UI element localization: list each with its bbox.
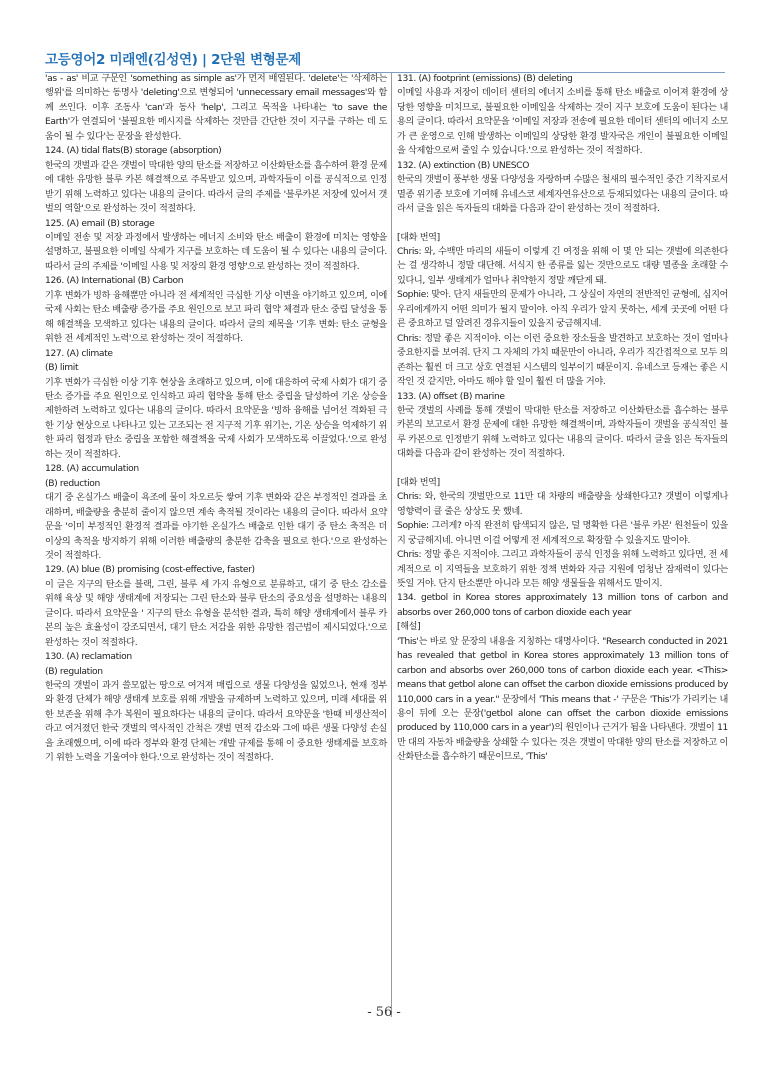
- column-divider: [391, 72, 392, 1017]
- explanation-paragraph: 'as - as' 비교 구문인 'something as simple as'가 먼저 배열된다. 'delete'는 '삭제하는 행위'를 의미하는 동명사 'deleting'으로 변형되어 'unnecessary email messages'와 함께 쓰인다. 이후 조동사 'can'과 동사 'help', 그리고 목적을 나타내는 'to save the Earth'가 연결되어 '불필요한 메시지를 삭제하는 것만큼 간단한 것이 지구를 구하는 데 도움이 될 수 있다'는 문장을 완성한다.: [45, 74, 387, 142]
- answer-line: 132. (A) extinction (B) UNESCO: [397, 160, 530, 171]
- document-title: 고등영어2 미래엔(김성연) | 2단원 변형문제: [45, 52, 302, 68]
- explanation-paragraph: 대기 중 온실가스 배출이 욕조에 물이 차오르듯 쌓여 기후 변화와 같은 부정적인 결과를 초래하며, 배출량을 충분히 줄이지 않으면 계속 축적될 것이라는 내용의 글이다. 따라서 요약문을 '이미 부정적인 환경적 결과를 야기한 온실가스 배출로 인한 대기 중 탄소 축적은 더 이상의 축적을 방지하기 위해 이러한 배출량의 충분한 감축을 필요로 한다.'으로 완성하는 것이 적절하다.: [45, 493, 387, 561]
- answer-line: 126. (A) International (B) Carbon: [45, 276, 184, 287]
- answer-line: 129. (A) blue (B) promising (cost-effective, faster): [45, 565, 255, 576]
- answer-line: 124. (A) tidal flats(B) storage (absorption): [45, 146, 222, 157]
- explanation-paragraph: 이메일 사용과 저장이 데이터 센터의 에너지 소비를 통해 탄소 배출로 이어져 환경에 상당한 영향을 미치므로, 불필요한 이메일을 삭제하는 것이 지구 보호에 도움이 된다는 내용의 글이다. 따라서 요약문을 '이메일 저장과 전송에 필요한 데이터 센터의 에너지 소모가 큰 운영으로 인해 발생하는 이메일의 상당한 환경 발자국은 개인이 불필요한 이메일을 삭제함으로써 줄일 수 있습니다.'으로 완성하는 것이 적절하다.: [397, 88, 728, 157]
- explanation-paragraph: 이메일 전송 및 저장 과정에서 발생하는 에너지 소비와 탄소 배출이 환경에 미치는 영향을 설명하고, 불필요한 이메일 삭제가 지구를 보호하는 데 도움이 될 수 있다는 내용의 글이다. 따라서 글의 주제를 '이메일 사용 및 저장의 환경 영향'으로 완성하는 것이 적절하다.: [45, 232, 387, 272]
- answer-line: 131. (A) footprint (emissions) (B) deleting: [397, 74, 573, 84]
- page-number: - 56 -: [367, 1005, 401, 1020]
- explanation-paragraph: Chris: 와, 수백만 마리의 새들이 이렇게 긴 여정을 위해 이 몇 안 되는 갯벌에 의존한다는 걸 생각하니 정말 대단해. 서식지 한 종류를 잃는 것만으로도 대량 멸종을 초래할 수 있다니, 일부 생태계가 얼마나 취약한지 정말 깨닫게 돼.: [397, 246, 728, 286]
- explanation-paragraph: Chris: 정말 좋은 지적이야. 그리고 과학자들이 공식 인정을 위해 노력하고 있다면, 전 세계적으로 이 지역들을 보호하기 위한 정책 변화와 자금 지원에 엄청난 잠재력이 있다는 뜻일 거야. 단지 탄소뿐만 아니라 모든 해양 생물들을 위해서도 말이지.: [397, 550, 728, 589]
- explanation-paragraph: 이 글은 지구의 탄소를 블랙, 그린, 블루 세 가지 유형으로 분류하고, 대기 중 탄소 감소를 위해 육상 및 해양 생태계에 저장되는 그린 탄소와 블루 탄소의 중요성을 설명하는 내용의 글이다. 따라서 요약문을 ' 지구의 탄소 유형을 분석한 결과, 특히 해양 생태계에서 블루 카본의 높은 효율성이 강조되면서, 대기 탄소 저감을 위한 유망한 접근법이 제시되었다.'으로 완성하는 것이 적절하다.: [45, 579, 387, 648]
- answer-line: 127. (A) climate: [45, 348, 113, 359]
- right-column: [397, 72, 728, 765]
- explanation-paragraph: Sophie: 맞아. 단지 새들만의 문제가 아니라, 그 상실이 자연의 전반적인 균형에, 심지어 우리에게까지 어떤 의미가 될지 말이야. 아직 우리가 알지 못하는, 세계 곳곳에 어떤 다른 중요하고 덜 알려진 경유지들이 있을지 궁금해지네.: [397, 290, 728, 330]
- answer-line: 128. (A) accumulation: [45, 464, 139, 475]
- answer-line: 134. getbol in Korea stores approximately 13 million tons of carbon and absorbs over 260,000 tons of carbon dioxide each year: [397, 593, 728, 618]
- explanation-paragraph: [대화 번역]: [397, 232, 440, 243]
- explanation-paragraph: [해설]: [397, 622, 421, 633]
- explanation-paragraph: 한국의 갯벌이 풍부한 생물 다양성을 자랑하며 수많은 철새의 필수적인 중간 기착지로서 멸종 위기종 보호에 기여해 유네스코 세계자연유산으로 등재되었다는 내용의 글이다. 따라서 글을 읽은 독자들의 대화를 다음과 같이 완성하는 것이 적절하다.: [397, 175, 728, 215]
- explanation-paragraph: 기후 변화가 빙하 융해뿐만 아니라 전 세계적인 극심한 기상 이변을 야기하고 있으며, 이에 국제 사회는 탄소 배출량 증가를 주요 원인으로 보고 파리 협약 체결과 탄소 중립 달성을 통해 해결책을 모색하고 있다는 내용의 글이다. 따라서 글의 제목을 '기후 변화: 탄소 균형을 위한 전 세계적인 노력'으로 완성하는 것이 적절하다.: [45, 290, 387, 345]
- explanation-paragraph: [대화 번역]: [397, 477, 440, 488]
- explanation-paragraph: Chris: 와, 한국의 갯벌만으로 11만 대 차량의 배출량을 상쇄한다고? 갯벌이 이렇게나 영향력이 클 줄은 상상도 못 했네.: [397, 492, 728, 517]
- explanation-paragraph: 한국의 갯벌이 과거 쓸모없는 땅으로 여겨져 매립으로 생물 다양성을 잃었으나, 현재 정부와 환경 단체가 해양 생태계 보호를 위해 개발을 규제하며 노력하고 있으며, 미래 세대를 위한 보존을 위해 추가 복원이 필요하다는 내용의 글이다. 따라서 요약문을 '한때 비생산적이라고 여겨졌던 한국 갯벌의 역사적인 간척은 갯벌 면적 감소와 그에 따른 생물 다양성 손실을 초래했으며, 이에 따라 정부와 환경 단체는 개발 규제를 통해 이 중요한 생태계를 보호하기 위한 노력을 기울여야 한다.'으로 완성하는 것이 적절하다.: [45, 681, 387, 764]
- explanation-paragraph: 기후 변화가 극심한 이상 기후 현상을 초래하고 있으며, 이에 대응하여 국제 사회가 대기 중 탄소 증가를 주요 원인으로 인식하고 파리 협약을 통해 탄소 중립을 달성하여 기온 상승을 제한하려 노력하고 있다는 내용의 글이다. 따라서 요약문을 '빙하 융해를 넘어선 격화된 극한 기상 현상으로 나타나고 있는 고조되는 전 지구적 기후 위기는, 기온 상승을 억제하기 위한 파리 협정과 탄소 중립을 포함한 해결책을 국제 사회가 모색하도록 이끌었다.'으로 완성하는 것이 적절하다.: [45, 377, 387, 460]
- page-header: [45, 48, 725, 73]
- answer-line: 130. (A) reclamation: [45, 652, 132, 663]
- left-column: [45, 72, 387, 766]
- answer-line: (B) limit: [45, 363, 79, 374]
- explanation-paragraph: 'This'는 바로 앞 문장의 내용을 지칭하는 대명사이다. "Research conducted in 2021 has revealed that getbol in Korea stores approximately 13 million tons of carbon and absorbs over 260,000 tons of carbon dioxide each year. <This> means that getbol alone can offset the carbon dioxide emissions produced by 110,000 cars in a year." 문장에서 'This means that -' 구문은 'This'가 가리키는 내용이 뒤에 오는 문장('getbol alone can offset the carbon dioxide emissions produced by 110,000 cars in a year')의 원인이나 근거가 됨을 나타낸다. 갯벌이 11만 대의 자동차 배출량을 상쇄할 수 있다는 것은 갯벌이 막대한 양의 탄소를 저장하고 이산화탄소를 흡수하기 때문이므로, 'This': [397, 636, 728, 763]
- explanation-paragraph: 한국 갯벌의 사례를 통해 갯벌이 막대한 탄소를 저장하고 이산화탄소를 흡수하는 블루 카본의 보고로서 환경 문제에 대한 유망한 해결책이며, 과학자들이 갯벌을 공식적인 블루 카본으로 인정받기 위해 노력하고 있다는 내용의 글이다. 따라서 글을 읽은 독자들의 대화를 다음과 같이 완성하는 것이 적절하다.: [397, 405, 728, 460]
- answer-line: 125. (A) email (B) storage: [45, 218, 155, 229]
- explanation-paragraph: 한국의 갯벌과 같은 갯벌이 막대한 양의 탄소를 저장하고 이산화탄소를 흡수하여 환경 문제에 대한 유망한 블루 카본 해결책으로 주목받고 있으며, 과학자들이 이를 공식적으로 인정받기 위해 노력하고 있다는 내용의 글이다. 따라서 글의 주제를 '블루카본 저장에 있어서 갯벌의 역할'으로 완성하는 것이 적절하다.: [45, 160, 387, 215]
- explanation-paragraph: Chris: 정말 좋은 지적이야. 이는 이런 중요한 장소들을 발견하고 보호하는 것이 얼마나 중요한지를 보여줘. 단지 그 자체의 가치 때문만이 아니라, 우리가 직간접적으로 모두 의존하는 훨씬 더 크고 상호 연결된 시스템의 일부이기 때문이지. 유네스코 등재는 좋은 시작인 것 같지만, 아마도 해야 할 일이 훨씬 더 많을 거야.: [397, 333, 728, 388]
- answer-line: (B) regulation: [45, 666, 103, 677]
- answer-line: (B) reduction: [45, 478, 100, 489]
- answer-line: 133. (A) offset (B) marine: [397, 391, 505, 402]
- explanation-paragraph: Sophie: 그러게? 아직 완전히 탐색되지 않은, 덜 명확한 다른 '블루 카본' 원천들이 있을지 궁금해지네. 아니면 이걸 어떻게 전 세계적으로 확장할 수 있을지도 말이야.: [397, 521, 728, 546]
